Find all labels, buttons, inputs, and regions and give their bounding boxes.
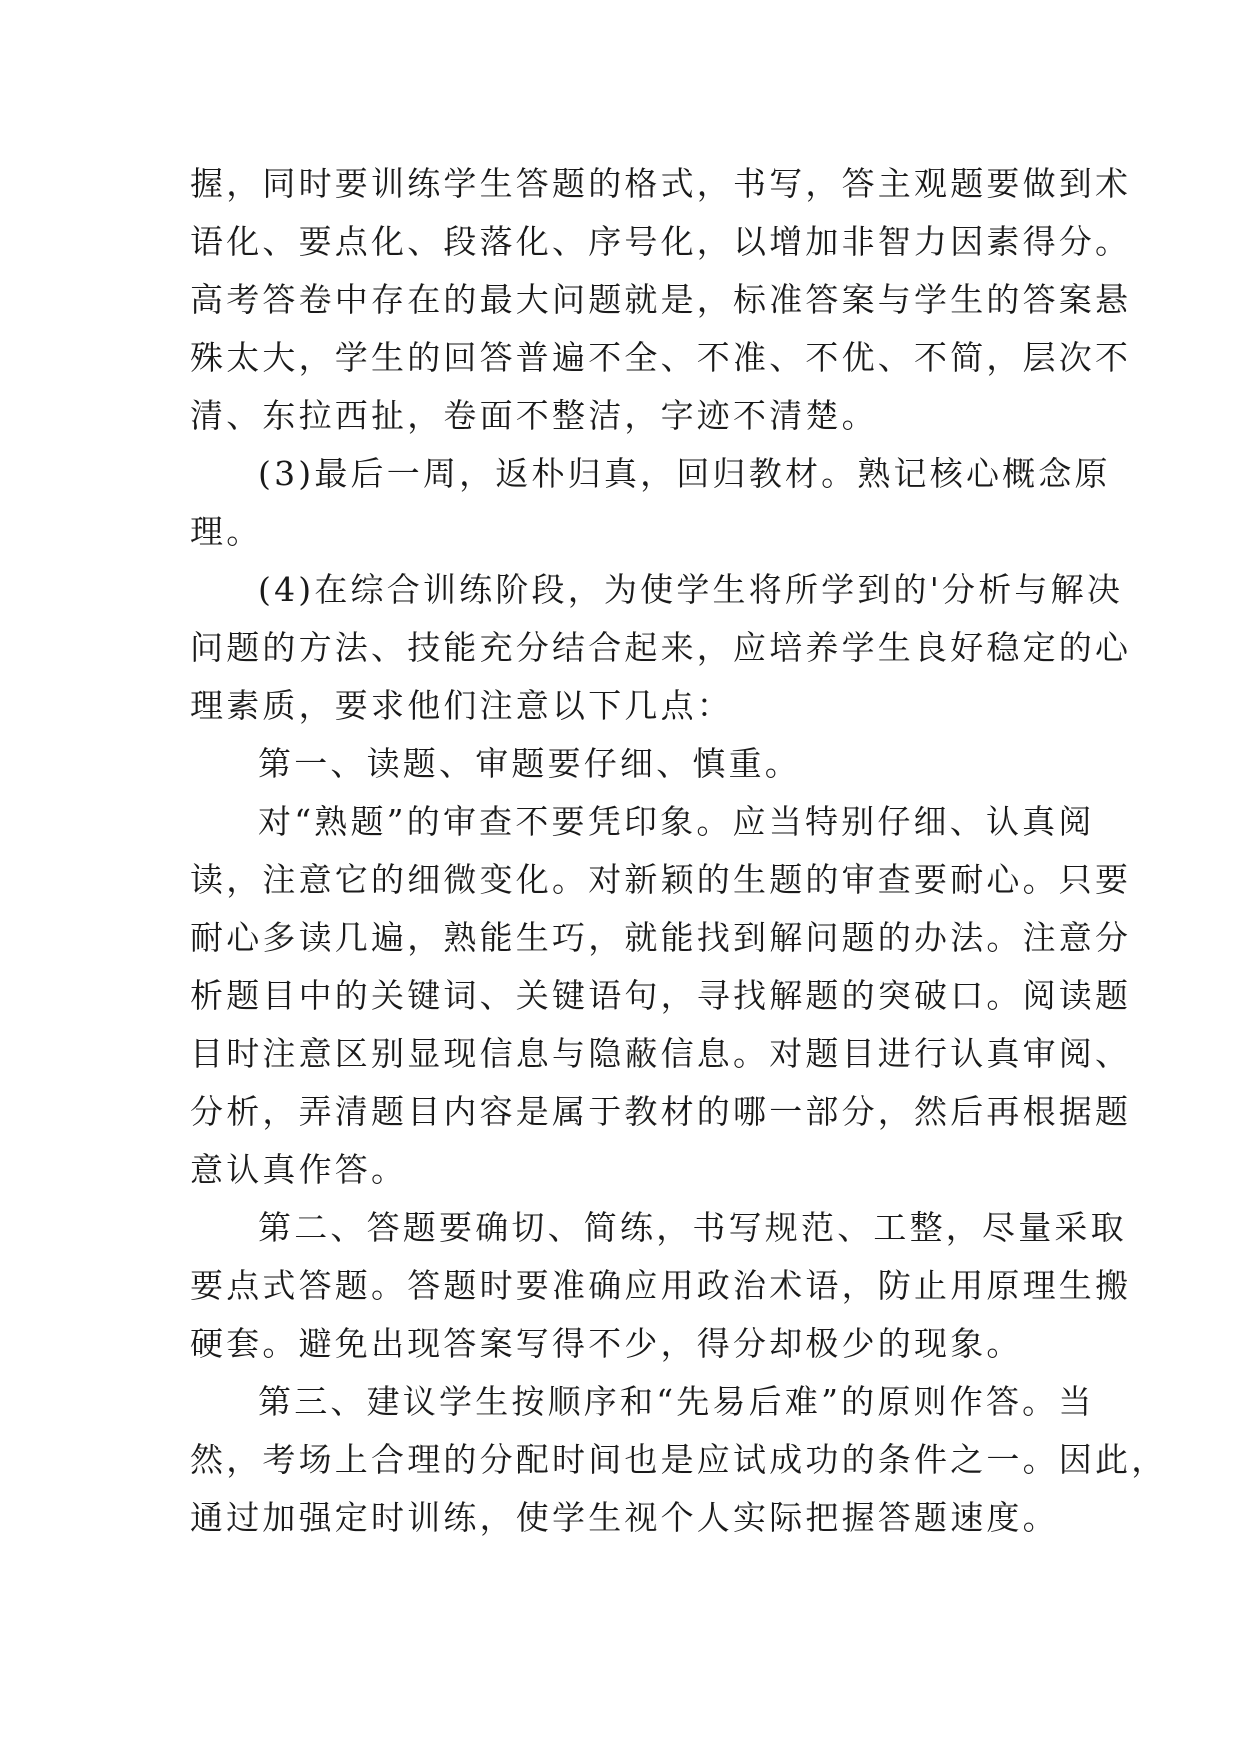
text-line: 然，考场上合理的分配时间也是应试成功的条件之一。因此， [190,1440,1168,1479]
text-line: 目时注意区别显现信息与隐蔽信息。对题目进行认真审阅、 [190,1034,1132,1073]
text-line: 第二、答题要确切、简练，书写规范、工整，尽量采取 [258,1208,1127,1247]
text-line: 对“熟题”的审查不要凭印象。应当特别仔细、认真阅 [258,802,1095,841]
text-line: 读，注意它的细微变化。对新颖的生题的审查要耐心。只要 [190,860,1132,899]
text-line: 析题目中的关键词、关键语句，寻找解题的突破口。阅读题 [190,976,1132,1015]
text-line: (3)最后一周，返朴归真，回归教材。熟记核心概念原 [258,454,1111,493]
text-line: 理。 [190,512,263,551]
text-line: 第一、读题、审题要仔细、慎重。 [258,744,801,783]
text-line: 分析，弄清题目内容是属于教材的哪一部分，然后再根据题 [190,1092,1132,1131]
text-line: 语化、要点化、段落化、序号化，以增加非智力因素得分。 [190,222,1132,261]
text-line: 理素质，要求他们注意以下几点： [190,686,733,725]
text-line: 问题的方法、技能充分结合起来，应培养学生良好稳定的心 [190,628,1132,667]
text-line: 第三、建议学生按顺序和“先易后难”的原则作答。当 [258,1382,1095,1421]
text-line: 要点式答题。答题时要准确应用政治术语，防止用原理生搬 [190,1266,1132,1305]
text-line: 硬套。避免出现答案写得不少，得分却极少的现象。 [190,1324,1023,1363]
text-line: 清、东拉西扯，卷面不整洁，字迹不清楚。 [190,396,878,435]
text-line: 意认真作答。 [190,1150,408,1189]
text-line: 握，同时要训练学生答题的格式，书写，答主观题要做到术 [190,164,1132,203]
text-line: 高考答卷中存在的最大问题就是，标准答案与学生的答案悬 [190,280,1132,319]
text-line: 殊太大，学生的回答普遍不全、不准、不优、不简，层次不 [190,338,1132,377]
document-body [190,155,1168,1547]
text-line: (4)在综合训练阶段，为使学生将所学到的'分析与解决 [258,570,1124,609]
text-line: 通过加强定时训练，使学生视个人实际把握答题速度。 [190,1498,1059,1537]
text-line: 耐心多读几遍，熟能生巧，就能找到解问题的办法。注意分 [190,918,1132,957]
